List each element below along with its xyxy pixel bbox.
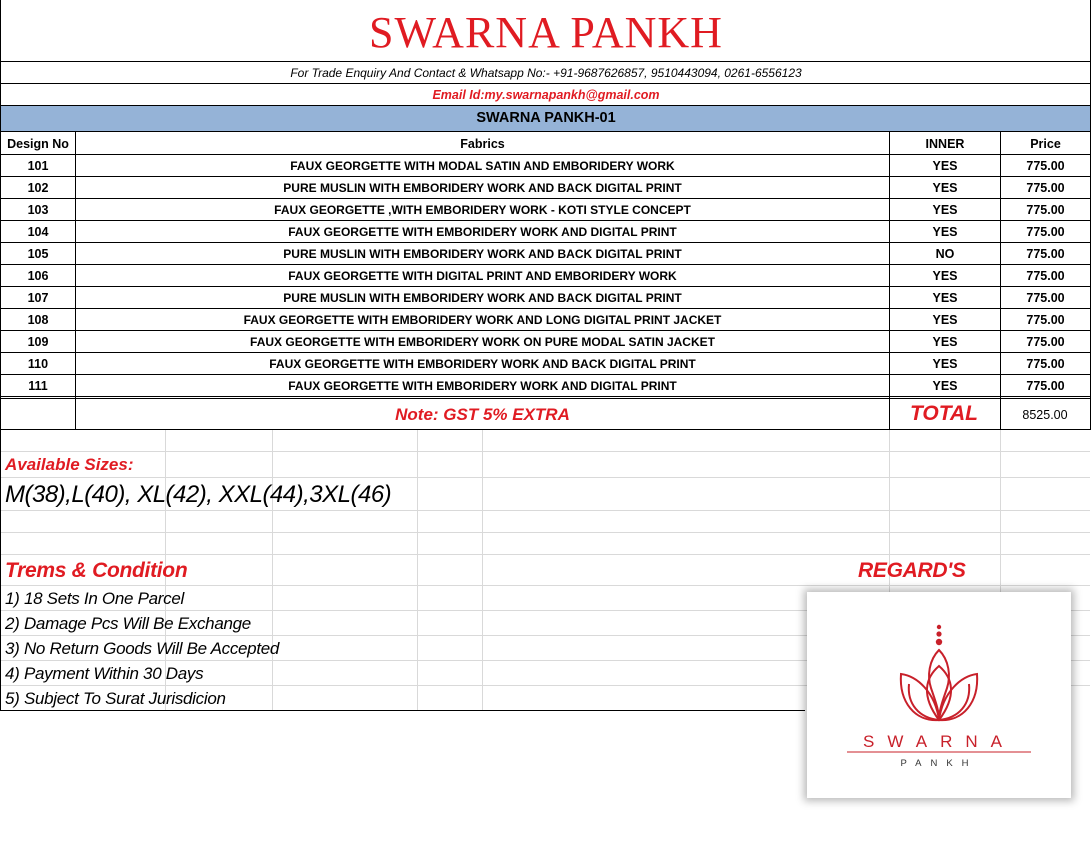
design-no-cell: 102	[27, 181, 49, 195]
sheet-gridline	[272, 430, 273, 710]
term-item: 2) Damage Pcs Will Be Exchange	[5, 614, 251, 633]
sheet-gridline	[417, 430, 418, 710]
design-no-cell: 107	[27, 291, 49, 305]
logo-wordmark: SWARNA	[863, 732, 1015, 751]
price-cell: 775.00	[1026, 357, 1065, 371]
fabric-cell: FAUX GEORGETTE WITH EMBORIDERY WORK AND DIGITAL PRINT	[288, 225, 677, 239]
inner-cell: YES	[932, 225, 958, 239]
inner-cell: YES	[932, 291, 958, 305]
catalog-name: SWARNA PANKH-01	[476, 110, 616, 126]
design-no-cell: 103	[27, 203, 49, 217]
design-no-cell: 101	[27, 159, 49, 173]
design-no-cell: 108	[27, 313, 49, 327]
price-cell: 775.00	[1026, 203, 1065, 217]
divider	[0, 83, 1091, 84]
divider	[0, 61, 1091, 62]
inner-cell: YES	[932, 379, 958, 393]
lotus-logo-icon	[807, 592, 1071, 798]
price-cell: 775.00	[1026, 159, 1065, 173]
fabric-cell: PURE MUSLIN WITH EMBORIDERY WORK AND BACK DIGITAL PRINT	[283, 247, 682, 261]
col-header-design: Design No	[7, 137, 69, 151]
design-no-cell: 106	[27, 269, 49, 283]
gst-note: Note: GST 5% EXTRA	[395, 405, 570, 424]
divider	[0, 710, 805, 711]
contact-line: For Trade Enquiry And Contact & Whatsapp No:- +91-9687626857, 9510443094, 0261-6556123	[290, 66, 802, 80]
col-header-price: Price	[1030, 137, 1061, 151]
fabric-cell: PURE MUSLIN WITH EMBORIDERY WORK AND BACK DIGITAL PRINT	[283, 291, 682, 305]
inner-cell: NO	[935, 247, 955, 261]
price-cell: 775.00	[1026, 291, 1065, 305]
inner-cell: YES	[932, 313, 958, 327]
regards-label: REGARD'S	[858, 559, 966, 582]
design-no-cell: 111	[28, 379, 48, 393]
price-cell: 775.00	[1026, 379, 1065, 393]
sizes-value: M(38),L(40), XL(42), XXL(44),3XL(46)	[5, 481, 392, 508]
design-no-cell: 109	[27, 335, 49, 349]
logo-subtext: PANKH	[900, 758, 978, 769]
col-header-inner: INNER	[925, 137, 965, 151]
design-no-cell: 110	[27, 357, 49, 371]
design-no-cell: 104	[27, 225, 49, 239]
term-item: 4) Payment Within 30 Days	[5, 664, 204, 683]
page-title: SWARNA PANKH	[369, 8, 723, 57]
price-cell: 775.00	[1026, 269, 1065, 283]
fabric-cell: FAUX GEORGETTE WITH EMBORIDERY WORK AND BACK DIGITAL PRINT	[269, 357, 696, 371]
price-cell: 775.00	[1026, 313, 1065, 327]
fabric-cell: FAUX GEORGETTE WITH EMBORIDERY WORK AND LONG DIGITAL PRINT JACKET	[243, 313, 722, 327]
divider	[0, 131, 1091, 132]
terms-label: Trems & Condition	[5, 559, 188, 582]
design-no-cell: 105	[27, 247, 49, 261]
term-item: 1) 18 Sets In One Parcel	[5, 589, 184, 608]
brand-logo	[807, 592, 1071, 798]
term-item: 5) Subject To Surat Jurisdicion	[5, 689, 226, 708]
inner-cell: YES	[932, 203, 958, 217]
price-cell: 775.00	[1026, 335, 1065, 349]
inner-cell: YES	[932, 269, 958, 283]
price-cell: 775.00	[1026, 247, 1065, 261]
sizes-label: Available Sizes:	[5, 455, 134, 474]
price-cell: 775.00	[1026, 181, 1065, 195]
fabric-cell: FAUX GEORGETTE WITH DIGITAL PRINT AND EMBORIDERY WORK	[288, 269, 677, 283]
total-value: 8525.00	[1022, 408, 1068, 422]
col-header-fabrics: Fabrics	[460, 137, 505, 151]
sheet-gridline	[482, 430, 483, 710]
inner-cell: YES	[932, 181, 958, 195]
email-line: Email Id:my.swarnapankh@gmail.com	[432, 88, 660, 102]
inner-cell: YES	[932, 159, 958, 173]
grid-line	[0, 429, 1091, 430]
total-label: TOTAL	[909, 402, 979, 425]
inner-cell: YES	[932, 357, 958, 371]
fabric-cell: PURE MUSLIN WITH EMBORIDERY WORK AND BACK DIGITAL PRINT	[283, 181, 682, 195]
fabric-cell: FAUX GEORGETTE ,WITH EMBORIDERY WORK - KOTI STYLE CONCEPT	[274, 203, 691, 217]
inner-cell: YES	[932, 335, 958, 349]
fabric-cell: FAUX GEORGETTE WITH EMBORIDERY WORK AND DIGITAL PRINT	[288, 379, 677, 393]
fabric-cell: FAUX GEORGETTE WITH MODAL SATIN AND EMBORIDERY WORK	[290, 159, 675, 173]
price-cell: 775.00	[1026, 225, 1065, 239]
fabric-cell: FAUX GEORGETTE WITH EMBORIDERY WORK ON PURE MODAL SATIN JACKET	[250, 335, 715, 349]
term-item: 3) No Return Goods Will Be Accepted	[5, 639, 280, 658]
